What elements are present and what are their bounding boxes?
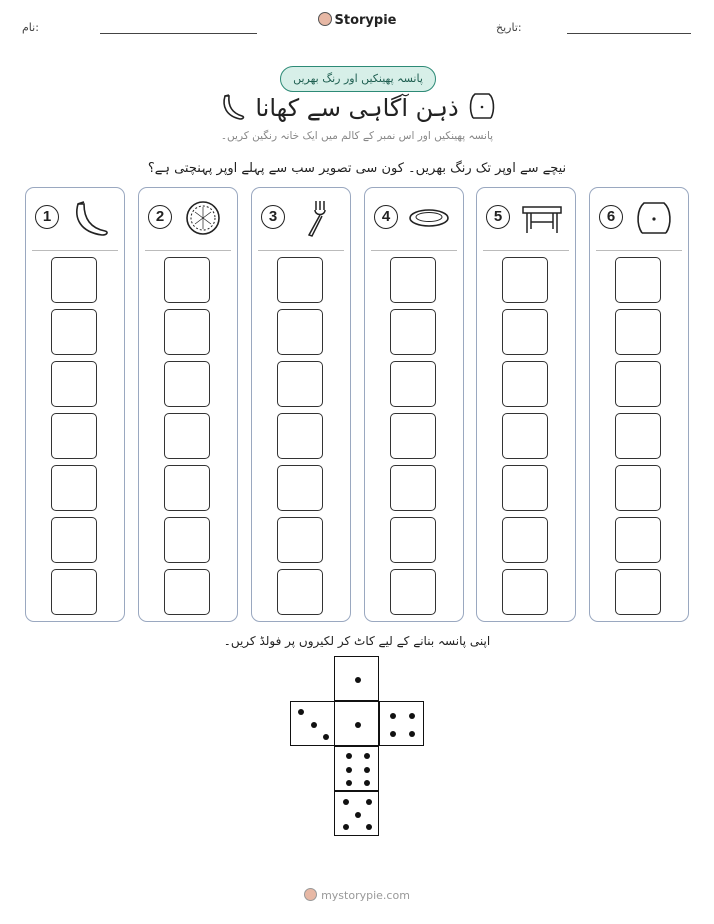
color-box[interactable] [390, 257, 436, 303]
color-box[interactable] [51, 309, 97, 355]
bear-icon [304, 888, 317, 901]
die-pip [409, 731, 415, 737]
color-box[interactable] [390, 517, 436, 563]
color-box[interactable] [390, 569, 436, 615]
die-pip [366, 799, 372, 805]
brand-logo [0, 12, 714, 28]
color-box[interactable] [277, 413, 323, 459]
die-pip [366, 824, 372, 830]
die-pip [355, 812, 361, 818]
belly-icon [632, 198, 678, 238]
column-3 [251, 187, 351, 622]
plate-icon [407, 198, 453, 238]
die-pip [343, 799, 349, 805]
die-pip [346, 767, 352, 773]
name-line[interactable] [100, 33, 257, 34]
die-pip [390, 731, 396, 737]
color-box[interactable] [390, 309, 436, 355]
color-box[interactable] [51, 257, 97, 303]
column-4 [364, 187, 464, 622]
column-number: 6 [599, 205, 623, 229]
die-pip [355, 677, 361, 683]
die-face-6 [334, 746, 379, 791]
color-box[interactable] [51, 517, 97, 563]
column-number: 2 [148, 205, 172, 229]
cut-instructions: اپنی پانسہ بنانے کے لیے کاٹ کر لکیروں پر فولڈ کریں۔ [223, 634, 491, 648]
color-box[interactable] [277, 465, 323, 511]
column-divider [258, 250, 344, 251]
color-box[interactable] [615, 257, 661, 303]
column-divider [32, 250, 118, 251]
color-box[interactable] [390, 413, 436, 459]
color-box[interactable] [164, 517, 210, 563]
footer [0, 888, 714, 902]
page-title: ذہن آگاہی سے کھانا [255, 94, 459, 122]
die-pip [364, 780, 370, 786]
color-box[interactable] [502, 517, 548, 563]
color-box[interactable] [51, 361, 97, 407]
color-box[interactable] [277, 257, 323, 303]
name-label: نام: [22, 21, 39, 34]
color-box[interactable] [615, 309, 661, 355]
column-number: 1 [35, 205, 59, 229]
color-box[interactable] [51, 413, 97, 459]
die-pip [364, 767, 370, 773]
column-divider [371, 250, 457, 251]
column-divider [596, 250, 682, 251]
footer-url[interactable]: mystorypie.com [321, 889, 410, 902]
pie-icon [181, 198, 227, 238]
color-box[interactable] [277, 309, 323, 355]
color-box[interactable] [164, 569, 210, 615]
die-pip [346, 753, 352, 759]
column-number: 3 [261, 205, 285, 229]
column-divider [145, 250, 231, 251]
table-icon [519, 198, 565, 238]
die-pip [298, 709, 304, 715]
color-box[interactable] [164, 361, 210, 407]
color-box[interactable] [277, 569, 323, 615]
color-box[interactable] [277, 517, 323, 563]
color-box[interactable] [502, 361, 548, 407]
color-box[interactable] [615, 465, 661, 511]
color-box[interactable] [502, 413, 548, 459]
date-label: تاریخ: [496, 21, 522, 34]
die-pip [390, 713, 396, 719]
color-box[interactable] [502, 309, 548, 355]
color-box[interactable] [164, 257, 210, 303]
color-box[interactable] [390, 465, 436, 511]
color-box[interactable] [277, 361, 323, 407]
die-pip [364, 753, 370, 759]
color-box[interactable] [51, 569, 97, 615]
color-box[interactable] [502, 569, 548, 615]
column-divider [483, 250, 569, 251]
die-face-1 [334, 656, 379, 701]
die-pip [346, 780, 352, 786]
color-box[interactable] [615, 361, 661, 407]
color-box[interactable] [615, 517, 661, 563]
instructions: پانسہ پھینکیں اور اس نمبر کے کالم میں ایک خانہ رنگین کریں۔ [220, 130, 494, 142]
color-box[interactable] [390, 361, 436, 407]
die-face-4 [379, 701, 424, 746]
column-number: 5 [486, 205, 510, 229]
color-box[interactable] [615, 569, 661, 615]
question: نیچے سے اوپر تک رنگ بھریں۔ کون سی تصویر سب سے پہلے اوپر پہنچتی ہے؟ [147, 161, 567, 176]
die-face-1-center [334, 701, 379, 746]
color-box[interactable] [502, 465, 548, 511]
color-box[interactable] [615, 413, 661, 459]
color-box[interactable] [502, 257, 548, 303]
belly-icon [467, 90, 497, 122]
activity-tag: پانسہ پھینکیں اور رنگ بھریں [280, 66, 436, 92]
color-box[interactable] [164, 465, 210, 511]
die-pip [355, 722, 361, 728]
fork-icon [294, 198, 340, 238]
die-pip [323, 734, 329, 740]
color-box[interactable] [51, 465, 97, 511]
die-face-3 [290, 701, 335, 746]
die-face-5 [334, 791, 379, 836]
date-line[interactable] [567, 33, 691, 34]
color-box[interactable] [164, 309, 210, 355]
color-box[interactable] [164, 413, 210, 459]
column-1 [25, 187, 125, 622]
die-pip [409, 713, 415, 719]
column-number: 4 [374, 205, 398, 229]
die-pip [343, 824, 349, 830]
column-2 [138, 187, 238, 622]
die-pip [311, 722, 317, 728]
column-5 [476, 187, 576, 622]
column-6 [589, 187, 689, 622]
brand-name: Storypie [334, 13, 397, 28]
bear-icon [318, 12, 332, 26]
banana-icon [68, 198, 114, 238]
